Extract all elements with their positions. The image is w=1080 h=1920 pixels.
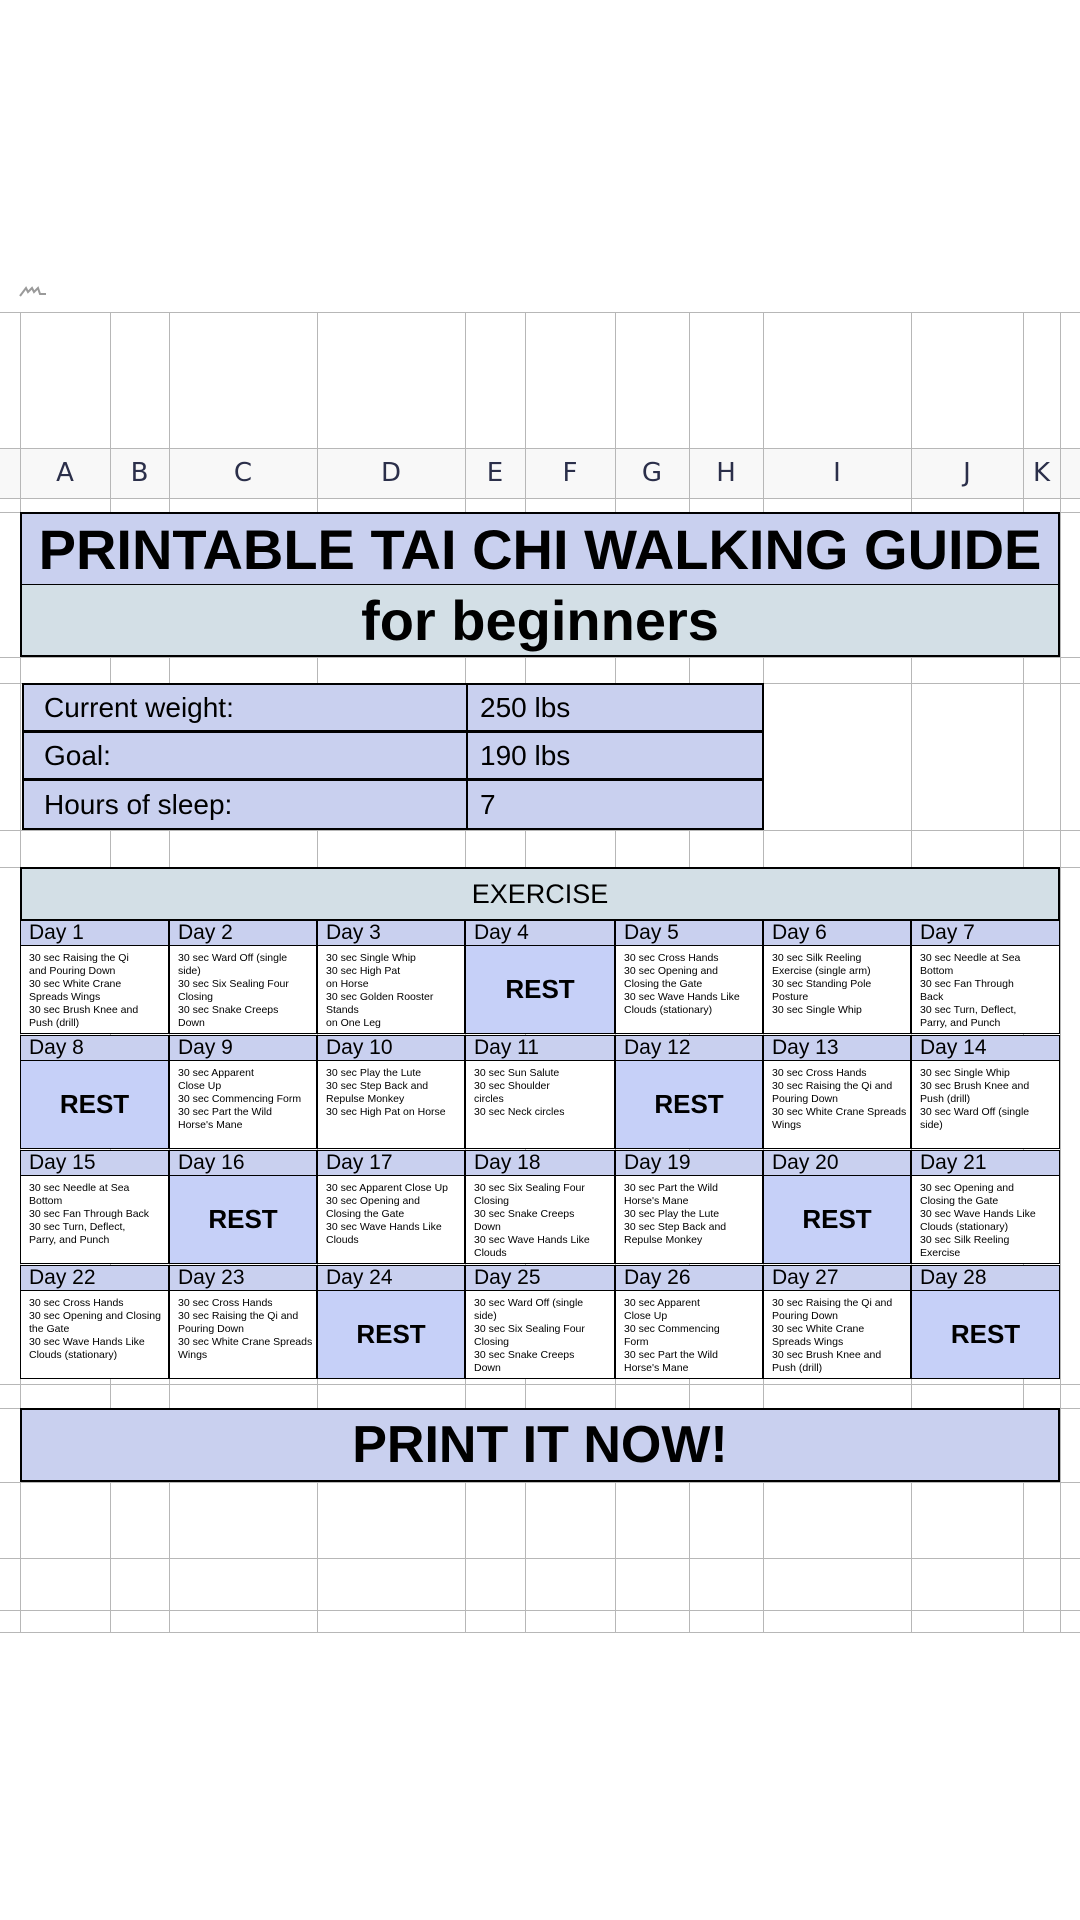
exercise-line: Bottom — [29, 1195, 63, 1207]
exercise-line: 30 sec Brush Knee and — [772, 1349, 882, 1361]
exercise-line: 30 sec Silk Reeling — [920, 1234, 1010, 1246]
exercise-line: 30 sec Opening and Closing — [29, 1310, 161, 1322]
exercise-line: Close Up — [624, 1310, 668, 1322]
exercise-line: Form — [624, 1336, 649, 1348]
exercise-line: Push (drill) — [772, 1362, 823, 1374]
day-label: Day 6 — [763, 920, 911, 946]
day-exercise-cell[interactable] — [465, 1060, 615, 1149]
exercise-line: 30 sec High Pat — [326, 965, 401, 977]
exercise-line: 30 sec Part the Wild — [178, 1106, 272, 1118]
day-label: Day 8 — [20, 1035, 169, 1061]
exercise-line: 30 sec Six Sealing Four — [474, 1182, 585, 1194]
exercise-line: on One Leg — [326, 1017, 381, 1029]
day-exercise-cell[interactable] — [169, 1060, 317, 1149]
exercise-line: Down — [474, 1221, 501, 1233]
day-exercise-cell[interactable] — [911, 1175, 1060, 1264]
exercise-line: 30 sec Opening and — [624, 965, 718, 977]
exercise-line: 30 sec White Crane — [772, 1323, 865, 1335]
exercise-line: 30 sec Cross Hands — [624, 952, 719, 964]
exercise-line: Closing — [474, 1195, 510, 1207]
exercise-line: 30 sec Raising the Qi and — [772, 1297, 893, 1309]
day-label: Day 25 — [465, 1265, 615, 1291]
day-exercise-cell[interactable] — [20, 1175, 169, 1264]
grid-row-line — [0, 1482, 1080, 1483]
exercise-line: 30 sec Single Whip — [326, 952, 416, 964]
exercise-line: Pouring Down — [772, 1093, 838, 1105]
exercise-line: Wings — [178, 1349, 208, 1361]
print-button[interactable]: PRINT IT NOW! — [20, 1408, 1060, 1482]
exercise-line: Close Up — [178, 1080, 222, 1092]
exercise-line: 30 sec Wave Hands Like — [474, 1234, 590, 1246]
grid-row-line — [0, 1384, 1080, 1385]
exercise-line: Clouds (stationary) — [624, 1004, 713, 1016]
column-header-a[interactable]: A — [56, 458, 74, 488]
exercise-line: Horse's Mane — [624, 1362, 689, 1374]
exercise-line: Stands — [326, 1004, 359, 1016]
day-label: Day 1 — [20, 920, 169, 946]
day-exercise-cell[interactable] — [20, 1290, 169, 1379]
exercise-line: side) — [474, 1310, 497, 1322]
exercise-line: Posture — [772, 991, 809, 1003]
exercise-line: 30 sec Cross Hands — [772, 1067, 867, 1079]
column-header-d[interactable]: D — [380, 458, 402, 488]
exercise-line: Wings — [772, 1119, 802, 1131]
exercise-line: Push (drill) — [920, 1093, 971, 1105]
rest-day-cell[interactable]: REST — [317, 1290, 465, 1379]
info-label: Hours of sleep: — [24, 781, 468, 828]
exercise-line: Clouds (stationary) — [920, 1221, 1009, 1233]
exercise-line: 30 sec Wave Hands Like — [29, 1336, 145, 1348]
day-label: Day 19 — [615, 1150, 763, 1176]
exercise-line: 30 sec Part the Wild — [624, 1182, 718, 1194]
exercise-line: 30 sec Silk Reeling — [772, 952, 862, 964]
exercise-line: 30 sec Wave Hands Like — [624, 991, 740, 1003]
info-label: Goal: — [24, 733, 468, 778]
column-header-f[interactable]: F — [562, 458, 578, 488]
info-value[interactable]: 190 lbs — [480, 739, 571, 771]
day-exercise-cell[interactable] — [911, 1060, 1060, 1149]
exercise-line: Bottom — [920, 965, 954, 977]
exercise-line: 30 sec Ward Off (single — [474, 1297, 584, 1309]
day-label: Day 15 — [20, 1150, 169, 1176]
exercise-line: 30 sec White Crane Spreads — [772, 1106, 907, 1118]
exercise-line: 30 sec White Crane — [29, 978, 122, 990]
exercise-line: Exercise — [920, 1247, 961, 1259]
exercise-header: EXERCISE — [20, 867, 1060, 921]
day-exercise-cell[interactable] — [169, 1290, 317, 1379]
exercise-line: Parry, and Punch — [29, 1234, 110, 1246]
exercise-line: 30 sec Turn, Deflect, — [29, 1221, 126, 1233]
exercise-line: 30 sec Step Back and — [624, 1221, 727, 1233]
day-exercise-cell[interactable] — [465, 1175, 615, 1264]
day-exercise-cell[interactable] — [763, 945, 911, 1034]
exercise-line: Spreads Wings — [29, 991, 101, 1003]
exercise-line: 30 sec Golden Rooster — [326, 991, 434, 1003]
page-title: PRINTABLE TAI CHI WALKING GUIDE — [20, 512, 1060, 586]
exercise-line: 30 sec Wave Hands Like — [920, 1208, 1036, 1220]
exercise-line: Horse's Mane — [624, 1195, 689, 1207]
exercise-line: 30 sec Wave Hands Like — [326, 1221, 442, 1233]
info-label: Current weight: — [24, 685, 468, 730]
day-exercise-cell[interactable] — [615, 1175, 763, 1264]
day-label: Day 24 — [317, 1265, 465, 1291]
info-row-weight — [22, 683, 764, 732]
rest-day-cell[interactable]: REST — [169, 1175, 317, 1264]
exercise-line: Clouds — [474, 1247, 507, 1259]
day-exercise-cell[interactable] — [317, 1175, 465, 1264]
exercise-line: Parry, and Punch — [920, 1017, 1001, 1029]
exercise-line: 30 sec Play the Lute — [624, 1208, 720, 1220]
exercise-line: 30 sec Raising the Qi and — [772, 1080, 893, 1092]
exercise-line: Back — [920, 991, 944, 1003]
exercise-line: on Horse — [326, 978, 369, 990]
exercise-line: Closing the Gate — [326, 1208, 405, 1220]
exercise-line: the Gate — [29, 1323, 70, 1335]
column-header-k[interactable]: K — [1032, 458, 1051, 488]
rest-day-cell[interactable]: REST — [615, 1060, 763, 1149]
exercise-line: 30 sec Sun Salute — [474, 1067, 560, 1079]
exercise-line: 30 sec Six Sealing Four — [474, 1323, 585, 1335]
exercise-line: circles — [474, 1093, 504, 1105]
exercise-line: 30 sec Part the Wild — [624, 1349, 718, 1361]
day-exercise-cell[interactable] — [317, 945, 465, 1034]
exercise-line: 30 sec Single Whip — [772, 1004, 862, 1016]
exercise-line: 30 sec Snake Creeps — [178, 1004, 279, 1016]
exercise-line: 30 sec Apparent — [178, 1067, 254, 1079]
exercise-line: 30 sec High Pat on Horse — [326, 1106, 446, 1118]
exercise-line: Closing — [178, 991, 214, 1003]
exercise-line: 30 sec Play the Lute — [326, 1067, 422, 1079]
day-label: Day 17 — [317, 1150, 465, 1176]
info-row-sleep — [22, 779, 764, 830]
column-header-g[interactable]: G — [641, 458, 663, 488]
day-label: Day 7 — [911, 920, 1060, 946]
day-exercise-cell[interactable] — [317, 1060, 465, 1149]
exercise-line: 30 sec Needle at Sea — [920, 952, 1021, 964]
exercise-line: and Pouring Down — [29, 965, 116, 977]
exercise-line: Closing the Gate — [920, 1195, 999, 1207]
grid-row-line — [0, 1558, 1080, 1559]
exercise-line: 30 sec Commencing Form — [178, 1093, 302, 1105]
exercise-line: 30 sec White Crane Spreads — [178, 1336, 313, 1348]
exercise-line: 30 sec Ward Off (single — [178, 952, 288, 964]
info-value[interactable]: 7 — [480, 788, 496, 820]
exercise-line: 30 sec Brush Knee and — [29, 1004, 139, 1016]
grid-row-line — [0, 1610, 1080, 1611]
page-subtitle: for beginners — [20, 585, 1060, 657]
day-label: Day 2 — [169, 920, 317, 946]
exercise-line: Clouds — [326, 1234, 359, 1246]
exercise-line: Down — [178, 1017, 205, 1029]
exercise-line: 30 sec Cross Hands — [178, 1297, 273, 1309]
day-label: Day 12 — [615, 1035, 763, 1061]
exercise-line: 30 sec Ward Off (single — [920, 1106, 1030, 1118]
day-label: Day 28 — [911, 1265, 1060, 1291]
column-header-h[interactable]: H — [716, 458, 736, 488]
exercise-line: 30 sec Turn, Deflect, — [920, 1004, 1017, 1016]
day-exercise-cell[interactable] — [763, 1290, 911, 1379]
day-label: Day 11 — [465, 1035, 615, 1061]
exercise-line: 30 sec Standing Pole — [772, 978, 872, 990]
day-exercise-cell[interactable] — [615, 945, 763, 1034]
day-label: Day 3 — [317, 920, 465, 946]
resize-handle-icon — [18, 284, 48, 298]
day-label: Day 10 — [317, 1035, 465, 1061]
rest-day-cell[interactable]: REST — [763, 1175, 911, 1264]
day-label: Day 21 — [911, 1150, 1060, 1176]
day-label: Day 13 — [763, 1035, 911, 1061]
exercise-line: Closing — [474, 1336, 510, 1348]
exercise-line: Horse's Mane — [178, 1119, 243, 1131]
exercise-line: 30 sec Fan Through — [920, 978, 1014, 990]
day-label: Day 23 — [169, 1265, 317, 1291]
exercise-line: side) — [178, 965, 201, 977]
day-label: Day 5 — [615, 920, 763, 946]
grid-row-line — [0, 312, 1080, 313]
day-exercise-cell[interactable] — [169, 945, 317, 1034]
grid-row-line — [0, 830, 1080, 831]
exercise-line: side) — [920, 1119, 943, 1131]
day-label: Day 9 — [169, 1035, 317, 1061]
exercise-line: 30 sec Shoulder — [474, 1080, 550, 1092]
column-header-i[interactable]: I — [833, 458, 841, 488]
day-exercise-cell[interactable] — [615, 1290, 763, 1379]
exercise-line: 30 sec Single Whip — [920, 1067, 1010, 1079]
exercise-line: 30 sec Needle at Sea — [29, 1182, 130, 1194]
day-label: Day 27 — [763, 1265, 911, 1291]
exercise-line: 30 sec Raising the Qi and — [178, 1310, 299, 1322]
day-exercise-cell[interactable] — [465, 1290, 615, 1379]
exercise-line: 30 sec Cross Hands — [29, 1297, 124, 1309]
exercise-line: Pouring Down — [178, 1323, 244, 1335]
column-header-b[interactable]: B — [130, 458, 149, 488]
day-label: Day 14 — [911, 1035, 1060, 1061]
day-label: Day 16 — [169, 1150, 317, 1176]
rest-day-cell[interactable]: REST — [911, 1290, 1060, 1379]
exercise-line: 30 sec Six Sealing Four — [178, 978, 289, 990]
day-label: Day 18 — [465, 1150, 615, 1176]
exercise-line: 30 sec Snake Creeps — [474, 1349, 575, 1361]
exercise-line: 30 sec Apparent Close Up — [326, 1182, 448, 1194]
exercise-line: 30 sec Fan Through Back — [29, 1208, 150, 1220]
exercise-line: Down — [474, 1362, 501, 1374]
day-exercise-cell[interactable] — [911, 945, 1060, 1034]
exercise-line: 30 sec Commencing — [624, 1323, 720, 1335]
exercise-line: 30 sec Apparent — [624, 1297, 700, 1309]
grid-column-line — [1060, 312, 1061, 1632]
column-header-j[interactable]: J — [963, 458, 971, 488]
exercise-line: 30 sec Snake Creeps — [474, 1208, 575, 1220]
exercise-line: 30 sec Raising the Qi — [29, 952, 129, 964]
rest-day-cell[interactable]: REST — [20, 1060, 169, 1149]
info-value[interactable]: 250 lbs — [480, 691, 571, 723]
exercise-line: Closing the Gate — [624, 978, 703, 990]
day-label: Day 4 — [465, 920, 615, 946]
column-header-c[interactable]: C — [233, 458, 253, 488]
exercise-line: Push (drill) — [29, 1017, 80, 1029]
day-label: Day 22 — [20, 1265, 169, 1291]
rest-day-cell[interactable]: REST — [465, 945, 615, 1034]
column-header-e[interactable]: E — [486, 458, 504, 488]
exercise-line: Spreads Wings — [772, 1336, 844, 1348]
exercise-line: Exercise (single arm) — [772, 965, 871, 977]
day-exercise-cell[interactable] — [763, 1060, 911, 1149]
exercise-line: Repulse Monkey — [624, 1234, 703, 1246]
info-row-goal — [22, 731, 764, 780]
day-label: Day 20 — [763, 1150, 911, 1176]
exercise-line: 30 sec Opening and — [326, 1195, 420, 1207]
exercise-line: 30 sec Opening and — [920, 1182, 1014, 1194]
day-label: Day 26 — [615, 1265, 763, 1291]
grid-row-line — [0, 498, 1080, 499]
exercise-line: Clouds (stationary) — [29, 1349, 118, 1361]
exercise-line: 30 sec Brush Knee and — [920, 1080, 1030, 1092]
exercise-line: 30 sec Neck circles — [474, 1106, 565, 1118]
day-exercise-cell[interactable] — [20, 945, 169, 1034]
exercise-line: 30 sec Step Back and — [326, 1080, 429, 1092]
exercise-line: Repulse Monkey — [326, 1093, 405, 1105]
grid-row-line — [0, 657, 1080, 658]
exercise-line: Pouring Down — [772, 1310, 838, 1322]
grid-row-line — [0, 1632, 1080, 1633]
